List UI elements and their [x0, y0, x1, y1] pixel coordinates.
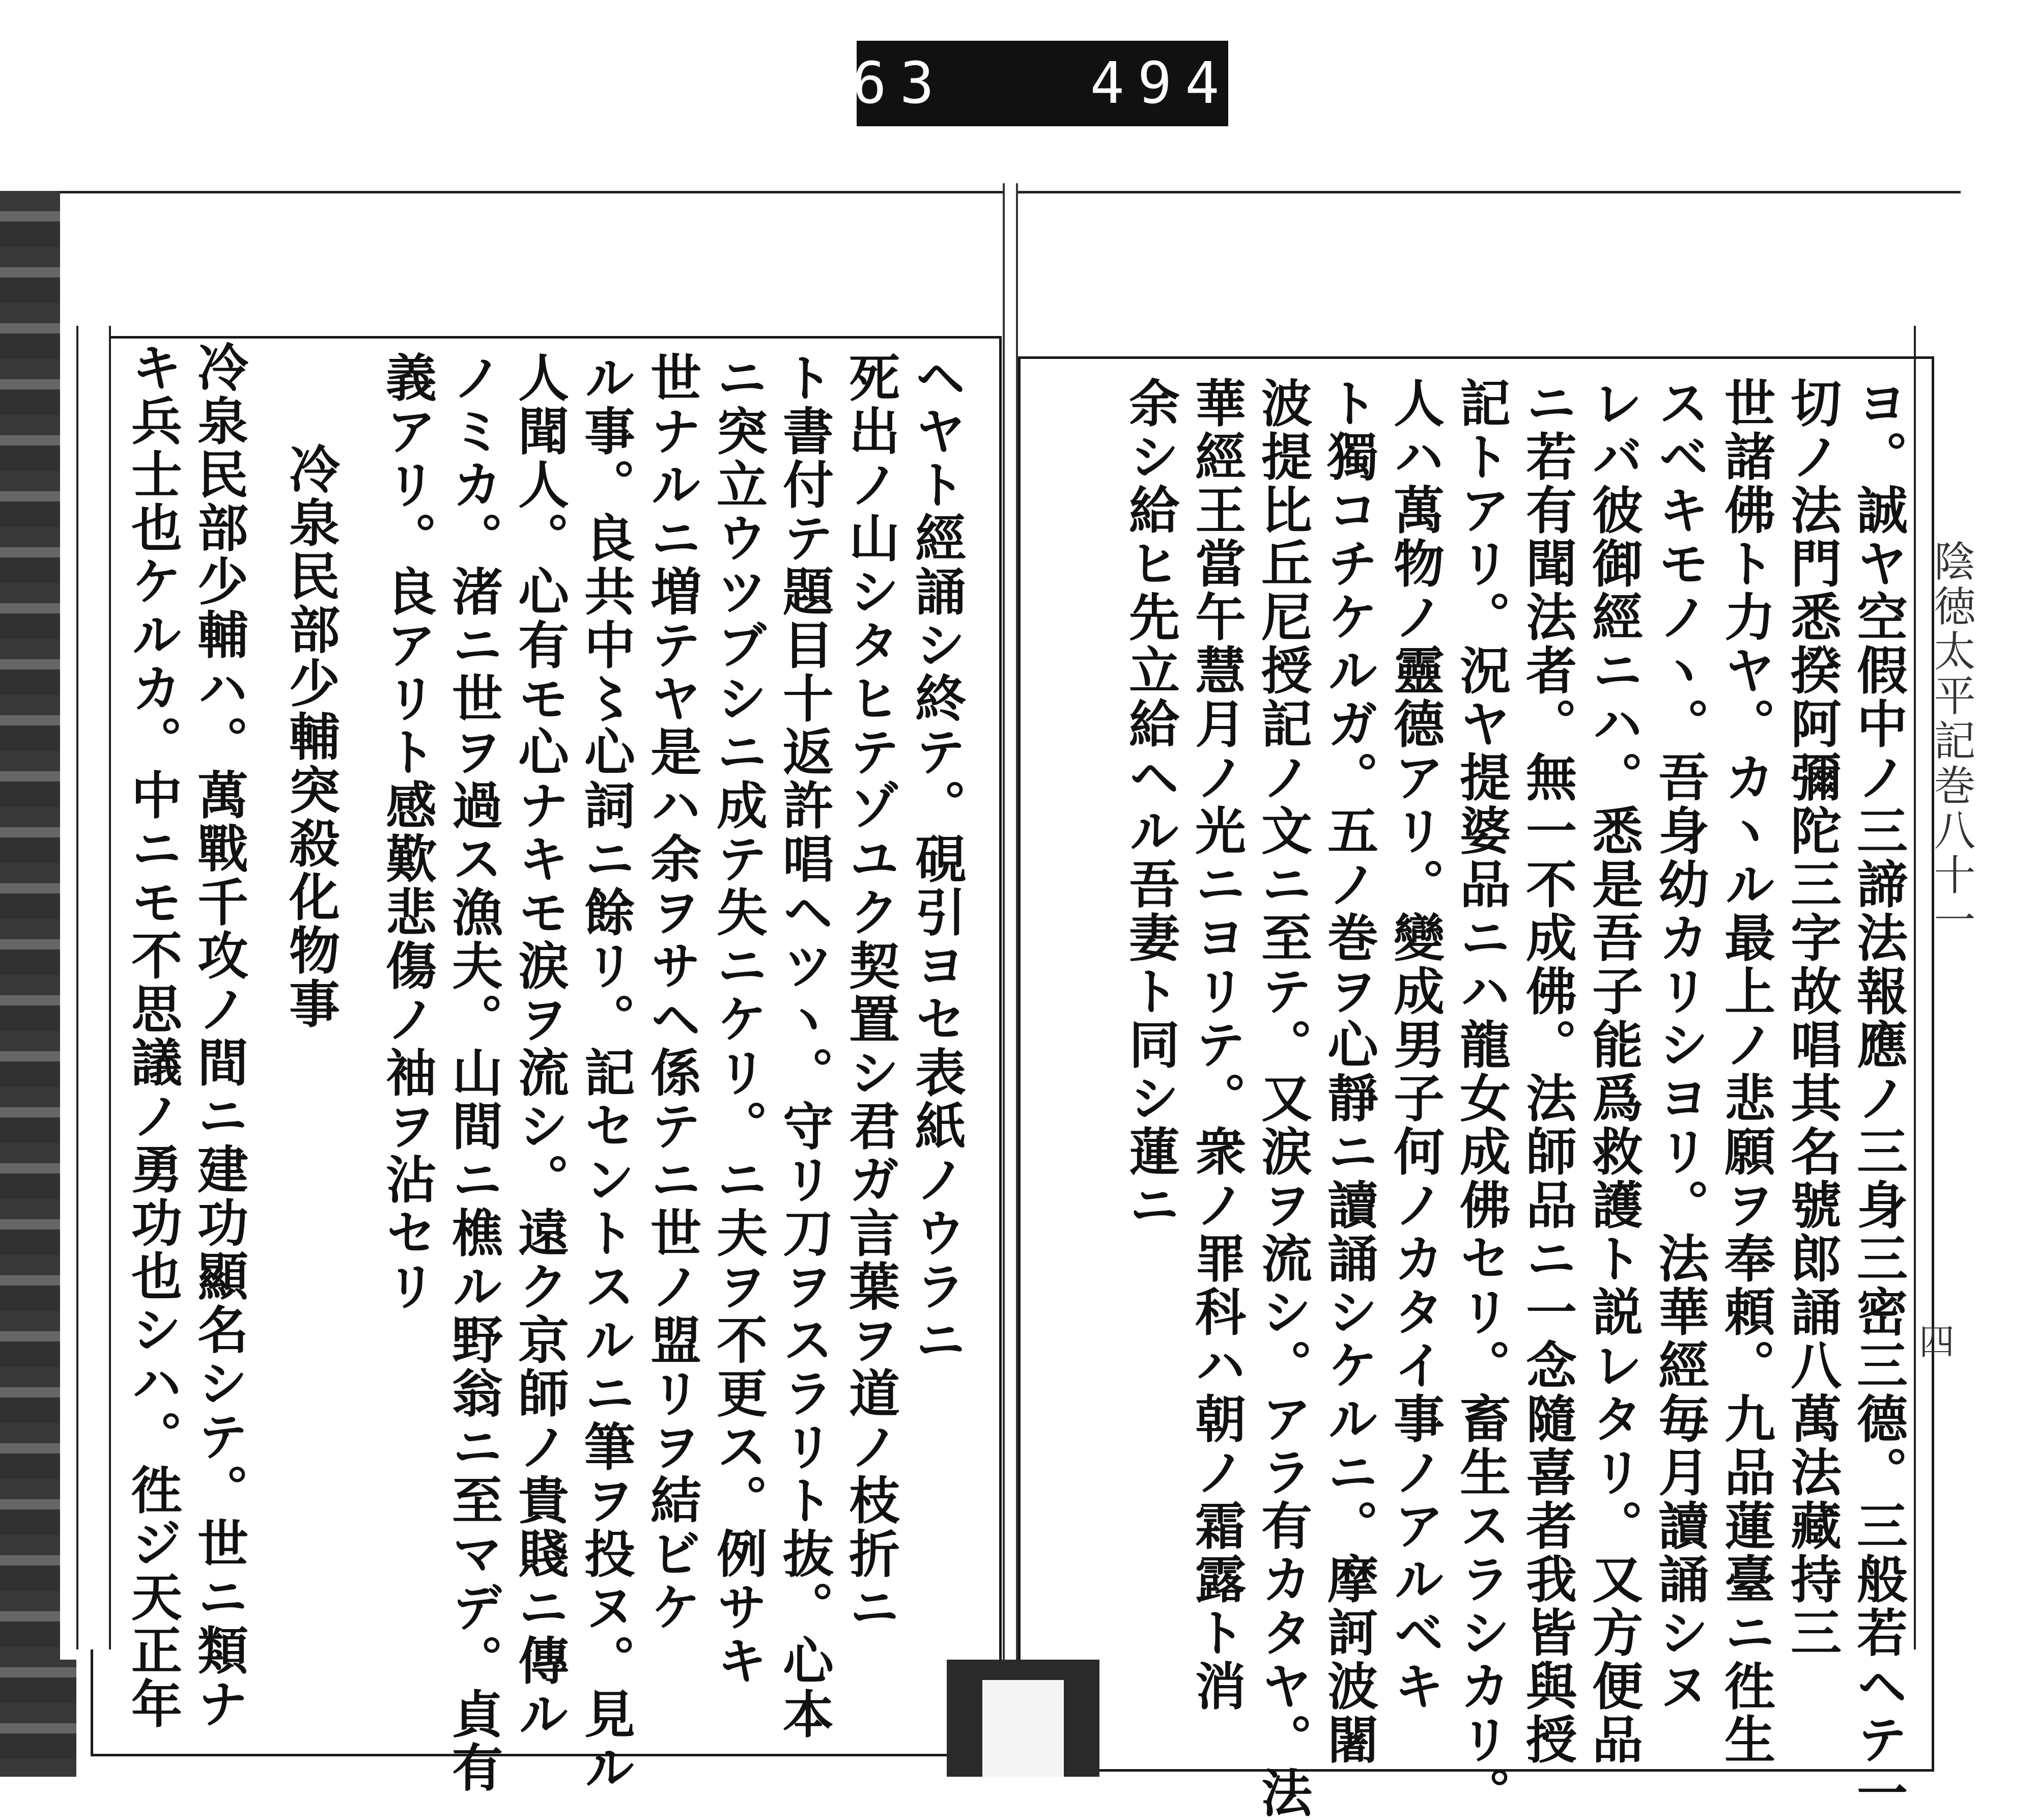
right-page-header-column	[1914, 326, 1962, 1649]
right-page-line-3: 世諸佛ト力ヤ。カヽル最上ノ悲願ヲ奉頼。九品蓮臺ニ徃生	[1716, 377, 1776, 1767]
left-page-line-4: ニ突立ウツブシニ成テ失ニケリ。ニ夫ヲ不更ス。例サキ	[708, 351, 768, 1688]
right-page-line-4: スベキモノヽ。吾身幼カリシヨリ。法華經毎月讀誦シヌ	[1650, 377, 1710, 1713]
right-page-line-8: 人ハ萬物ノ靈德アリ。變成男子何ノカタイ事ノアルベキ	[1385, 377, 1445, 1713]
left-page-margin-column	[76, 326, 111, 1649]
archive-number-label	[804, 41, 1281, 126]
left-page-line-5: 世ナルニ増テヤ是ハ余ヲサヘ係テニ世ノ盟リヲ結ビケ	[642, 351, 702, 1634]
right-page-line-2: 切ノ法門悉揆阿彌陀三字故唱其名號郎誦八萬法藏持三	[1782, 377, 1842, 1660]
right-page-line-11: 華經王當午慧月ノ光ニヨリテ。衆ノ罪科ハ朝ノ霜露ト消	[1186, 377, 1247, 1713]
center-gutter	[1003, 183, 1018, 1777]
left-page-line-3: ト書付テ題目十返許唱ヘツヽ。守リ刀ヲスラリト抜。心本	[774, 351, 834, 1741]
left-page-section-title: 冷泉民部少輔突殺化物事	[280, 443, 341, 1031]
left-page-line-2: 死出ノ山シタヒテゾユク契置シ君ガ言葉ヲ道ノ枝折ニ	[840, 351, 900, 1634]
right-page-line-7: 記トアリ。況ヤ提婆品ニハ龍女成佛セリ。畜生スラシカリ。	[1451, 377, 1511, 1820]
left-page-line-6: ル事。良共中〻心詞ニ餘リ。記セントスルニ筆ヲ投ヌ。見ル	[576, 351, 636, 1795]
left-page-line-11: 冷泉民部少輔ハ。萬戰千攻ノ間ニ建功顯名シテ。世ニ類ナ	[189, 341, 249, 1731]
left-page-line-12: キ兵士也ケルカ。中ニモ不思議ノ勇功也シハ。徃ジ天正年	[123, 341, 183, 1731]
leaf-number: 四	[1919, 1321, 1955, 1363]
left-page-line-8: ノミカ。渚ニ世ヲ過ス漁夫。山間ニ樵ル野翁ニ至マデ。貞有	[443, 351, 503, 1795]
right-page-line-1: ヨ。誠ヤ空假中ノ三諦法報應ノ三身三密三德。三般若ヘテ一	[1848, 377, 1908, 1820]
right-page-header: 陰徳太平記巻八十一	[1927, 540, 1975, 943]
left-page-line-7: 人聞人。心有モ心ナキモ涙ヲ流シ。遠ク京師ノ貴賤ニ傳ル	[510, 351, 570, 1741]
right-page-line-5: レバ彼御經ニハ。悉是吾子能爲救護ト説レタリ。又方便品	[1583, 377, 1644, 1767]
right-page-line-12: 余シ給ヒ先立給ヘル吾妻ト同シ蓮ニ	[1120, 377, 1180, 1232]
right-page-line-9: ト獨コチケルガ。五ノ巻ヲ心靜ニ讀誦シケルニ。摩訶波闍	[1319, 377, 1379, 1767]
right-page-line-10: 波提比丘尼授記ノ文ニ至テ。又涙ヲ流シ。アラ有カタヤ。法	[1253, 377, 1313, 1820]
right-page-line-6: ニ若有聞法者。無一不成佛。法師品ニ一念隨喜者我皆與授	[1517, 377, 1577, 1767]
spine-light-bottom	[982, 1680, 1064, 1777]
left-page-line-9: 義アリ。良アリト感歎悲傷ノ袖ヲ沾セリ	[377, 351, 437, 1313]
left-page-line-1: ヘヤト經誦シ終テ。硯引ヨセ表紙ノウラニ	[907, 351, 967, 1367]
archive-number-text: 363 494.	[804, 50, 1281, 117]
